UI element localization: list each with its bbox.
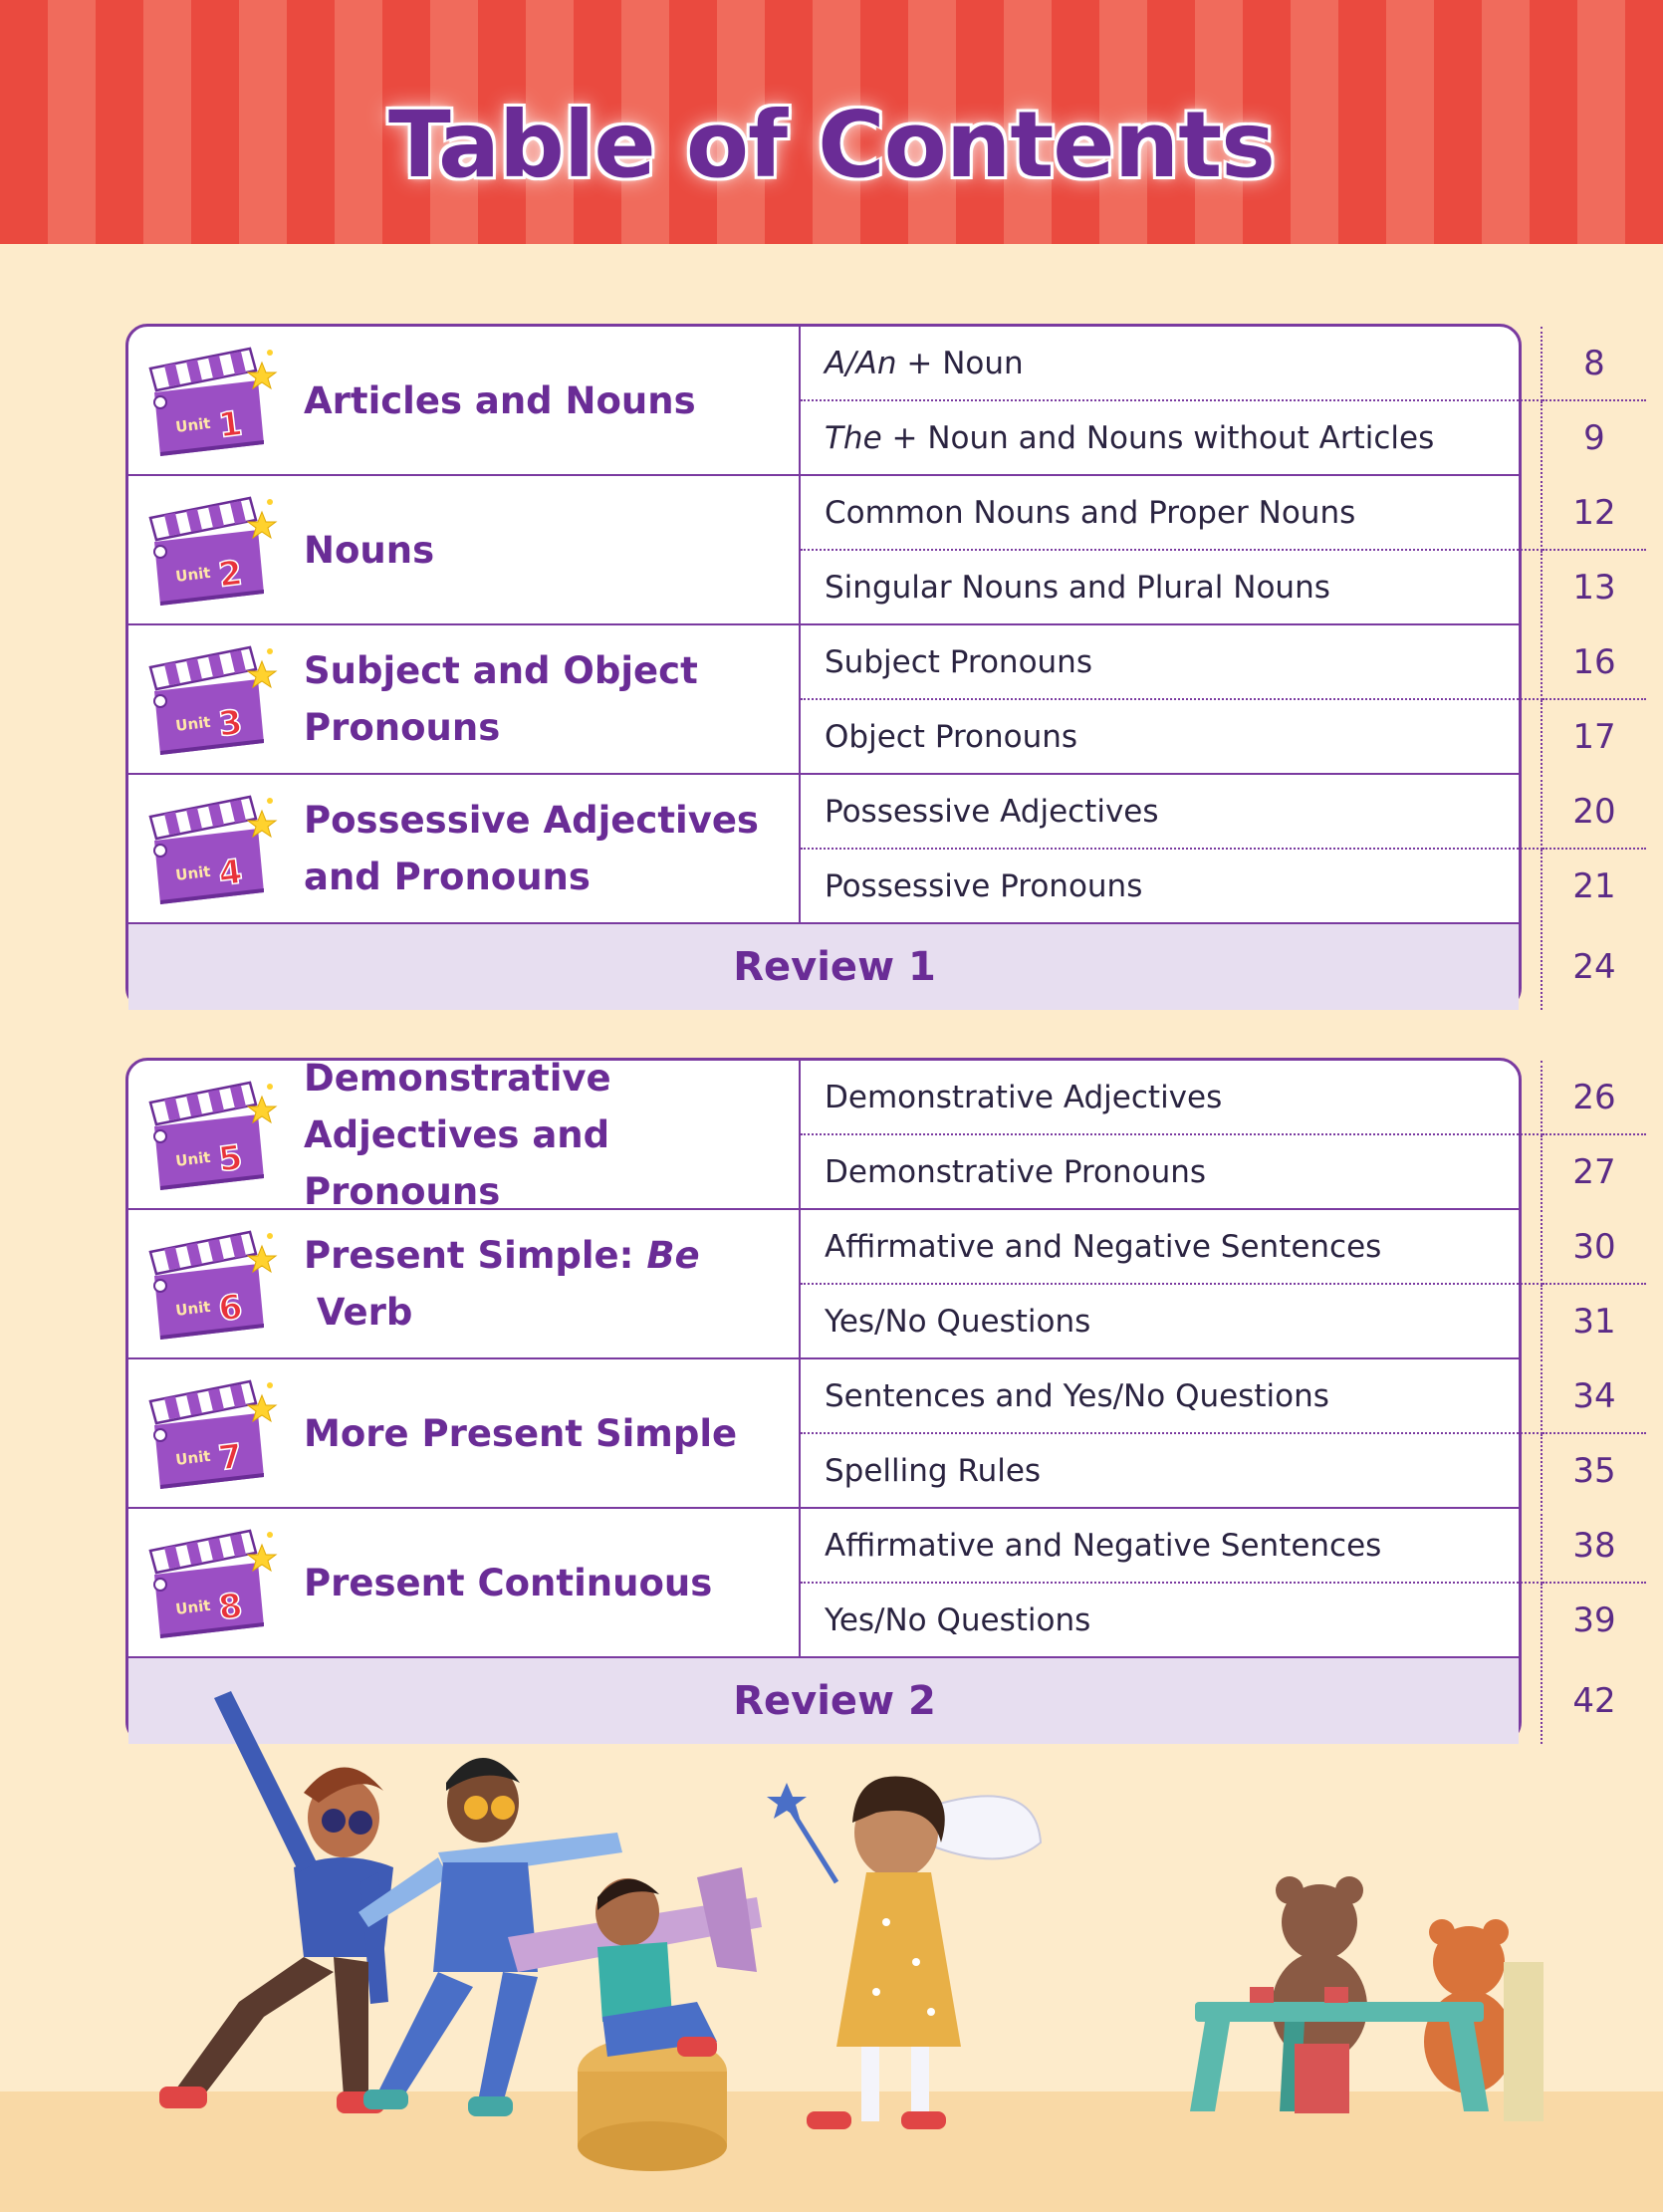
kid-blue-sweater — [159, 1691, 393, 2113]
clapperboard-icon — [146, 341, 276, 458]
unit-title[interactable] — [304, 327, 797, 474]
lesson-title: + Noun and Nouns without Articles — [881, 419, 1435, 456]
lesson-title: Spelling Rules — [825, 1452, 1042, 1489]
lesson-link[interactable] — [801, 700, 1543, 773]
unit-badge-prefix: Unit — [174, 1147, 212, 1170]
unit-badge-prefix: Unit — [174, 712, 212, 735]
unit-header — [128, 327, 801, 474]
unit-header — [128, 1359, 801, 1507]
lesson-link[interactable] — [801, 775, 1543, 850]
unit-badge-prefix: Unit — [174, 563, 212, 586]
lesson-title: Affirmative and Negative Sentences — [825, 1527, 1382, 1564]
unit-header — [128, 775, 801, 922]
unit-badge-number: 3 — [216, 702, 245, 745]
clapperboard-icon — [146, 639, 276, 757]
unit-row — [128, 1056, 1616, 1213]
unit-header — [128, 476, 801, 623]
review-row[interactable] — [128, 924, 1616, 1010]
lesson-link[interactable] — [801, 1434, 1543, 1507]
lesson-title: Affirmative and Negative Sentences — [825, 1228, 1382, 1265]
lesson-link[interactable] — [801, 1509, 1543, 1584]
review-label: Review 1 — [128, 924, 1543, 1010]
unit-title-text: Nouns — [304, 528, 435, 572]
unit-badge-number: 6 — [216, 1287, 245, 1330]
page-number[interactable]: 17 — [1572, 716, 1616, 757]
unit-title[interactable] — [304, 775, 797, 922]
page-number[interactable]: 26 — [1543, 1061, 1646, 1135]
unit-title-text: Subject and Object Pronouns — [304, 649, 698, 749]
page-number[interactable]: 20 — [1543, 775, 1646, 850]
review-page-number: 42 — [1572, 1681, 1616, 1721]
unit-badge-prefix: Unit — [174, 1297, 212, 1320]
lesson-title: Object Pronouns — [825, 718, 1078, 755]
page-number[interactable]: 39 — [1572, 1599, 1616, 1640]
unit-badge-number: 7 — [216, 1436, 245, 1479]
lesson-link[interactable] — [801, 1584, 1543, 1656]
unit-title[interactable] — [304, 625, 797, 773]
unit-row — [128, 327, 1605, 476]
page-number[interactable]: 31 — [1572, 1301, 1616, 1342]
unit-title-prefix: Present Simple: — [304, 1234, 647, 1277]
lesson-link[interactable] — [801, 551, 1543, 623]
lesson-link[interactable] — [801, 401, 1543, 474]
lesson-title: Possessive Pronouns — [825, 867, 1143, 904]
unit-title[interactable] — [304, 1509, 797, 1656]
review-page-number: 24 — [1572, 947, 1616, 987]
unit-badge-number: 4 — [216, 852, 245, 894]
lesson-title: Sentences and Yes/No Questions — [825, 1377, 1329, 1414]
lesson-title: Yes/No Questions — [825, 1303, 1091, 1340]
page-number[interactable]: 9 — [1583, 417, 1605, 458]
toc-section-2 — [125, 1056, 1616, 1744]
unit-title[interactable] — [304, 1210, 797, 1357]
clapperboard-icon — [146, 1075, 276, 1192]
clapperboard-icon — [146, 490, 276, 608]
kid-fairy — [767, 1776, 1041, 2129]
unit-badge-number: 2 — [216, 553, 245, 596]
unit-header — [128, 625, 801, 773]
lesson-link[interactable] — [801, 476, 1543, 551]
unit-row — [128, 1509, 1616, 1658]
page-number[interactable]: 16 — [1543, 625, 1646, 700]
unit-title-text: Demonstrative Adjectives and Pronouns — [304, 1056, 611, 1213]
toc-section-1 — [125, 324, 1616, 1010]
lesson-link[interactable] — [801, 327, 1543, 401]
unit-badge-prefix: Unit — [174, 1446, 212, 1469]
unit-row — [128, 1210, 1616, 1359]
lesson-title: Demonstrative Pronouns — [825, 1153, 1207, 1190]
lesson-link[interactable] — [801, 1285, 1543, 1357]
lesson-link[interactable] — [801, 1210, 1543, 1285]
unit-badge-prefix: Unit — [174, 1596, 212, 1618]
unit-row — [128, 625, 1616, 775]
page-number[interactable]: 30 — [1543, 1210, 1646, 1285]
unit-title-text: Present Continuous — [304, 1561, 713, 1604]
page-number[interactable]: 21 — [1572, 865, 1616, 906]
lesson-title: Demonstrative Adjectives — [825, 1079, 1223, 1115]
page-number[interactable]: 27 — [1572, 1151, 1616, 1192]
unit-row — [128, 476, 1616, 625]
lesson-link[interactable] — [801, 625, 1543, 700]
page-number[interactable]: 38 — [1543, 1509, 1646, 1584]
page-number[interactable]: 8 — [1543, 327, 1646, 401]
lesson-link[interactable] — [801, 1061, 1543, 1135]
clapperboard-icon — [146, 1373, 276, 1491]
page-number[interactable]: 35 — [1572, 1450, 1616, 1491]
page-number[interactable]: 12 — [1543, 476, 1646, 551]
clapperboard-icon — [146, 1523, 276, 1640]
kids-playing-illustration — [0, 1673, 1663, 2212]
review-label: Review 2 — [128, 1658, 1543, 1744]
unit-title-text: Possessive Adjectives and Pronouns — [304, 799, 759, 898]
page-number[interactable]: 13 — [1572, 567, 1616, 608]
unit-title[interactable] — [304, 1056, 797, 1213]
lesson-link[interactable] — [801, 1135, 1543, 1208]
unit-title[interactable] — [304, 476, 797, 623]
lesson-title: + Noun — [896, 345, 1024, 381]
lesson-title: Common Nouns and Proper Nouns — [825, 494, 1356, 531]
unit-badge-number: 5 — [216, 1137, 245, 1180]
unit-badge-number: 8 — [216, 1586, 245, 1628]
clapperboard-icon — [146, 789, 276, 906]
lesson-title-italic: The — [825, 419, 882, 456]
lesson-link[interactable] — [801, 1359, 1543, 1434]
lesson-title-italic: A/An — [825, 345, 897, 381]
lesson-title: Subject Pronouns — [825, 643, 1092, 680]
unit-title[interactable] — [304, 1359, 797, 1507]
unit-title-italic: Be — [646, 1234, 700, 1277]
lesson-link[interactable] — [801, 850, 1543, 922]
clapperboard-icon — [146, 1224, 276, 1342]
lesson-title: Singular Nouns and Plural Nouns — [825, 569, 1330, 606]
unit-badge-prefix: Unit — [174, 861, 212, 884]
teddy-bears-tea-party-illustration — [1190, 1876, 1544, 2121]
unit-row — [128, 775, 1616, 924]
unit-badge-number: 1 — [216, 403, 245, 446]
unit-title-text: More Present Simple — [304, 1411, 738, 1455]
unit-header — [128, 1210, 801, 1357]
unit-badge-prefix: Unit — [174, 413, 212, 436]
unit-title-text — [304, 1227, 797, 1341]
unit-header — [128, 1509, 801, 1656]
lesson-title: Possessive Adjectives — [825, 793, 1159, 830]
page-number[interactable]: 34 — [1543, 1359, 1646, 1434]
page-title: Table of Contents — [388, 92, 1275, 198]
unit-title-text: Articles and Nouns — [304, 378, 696, 422]
unit-header — [128, 1056, 801, 1213]
unit-title-suffix: Verb — [304, 1291, 413, 1334]
lesson-title: Yes/No Questions — [825, 1601, 1091, 1638]
unit-row — [128, 1359, 1616, 1509]
